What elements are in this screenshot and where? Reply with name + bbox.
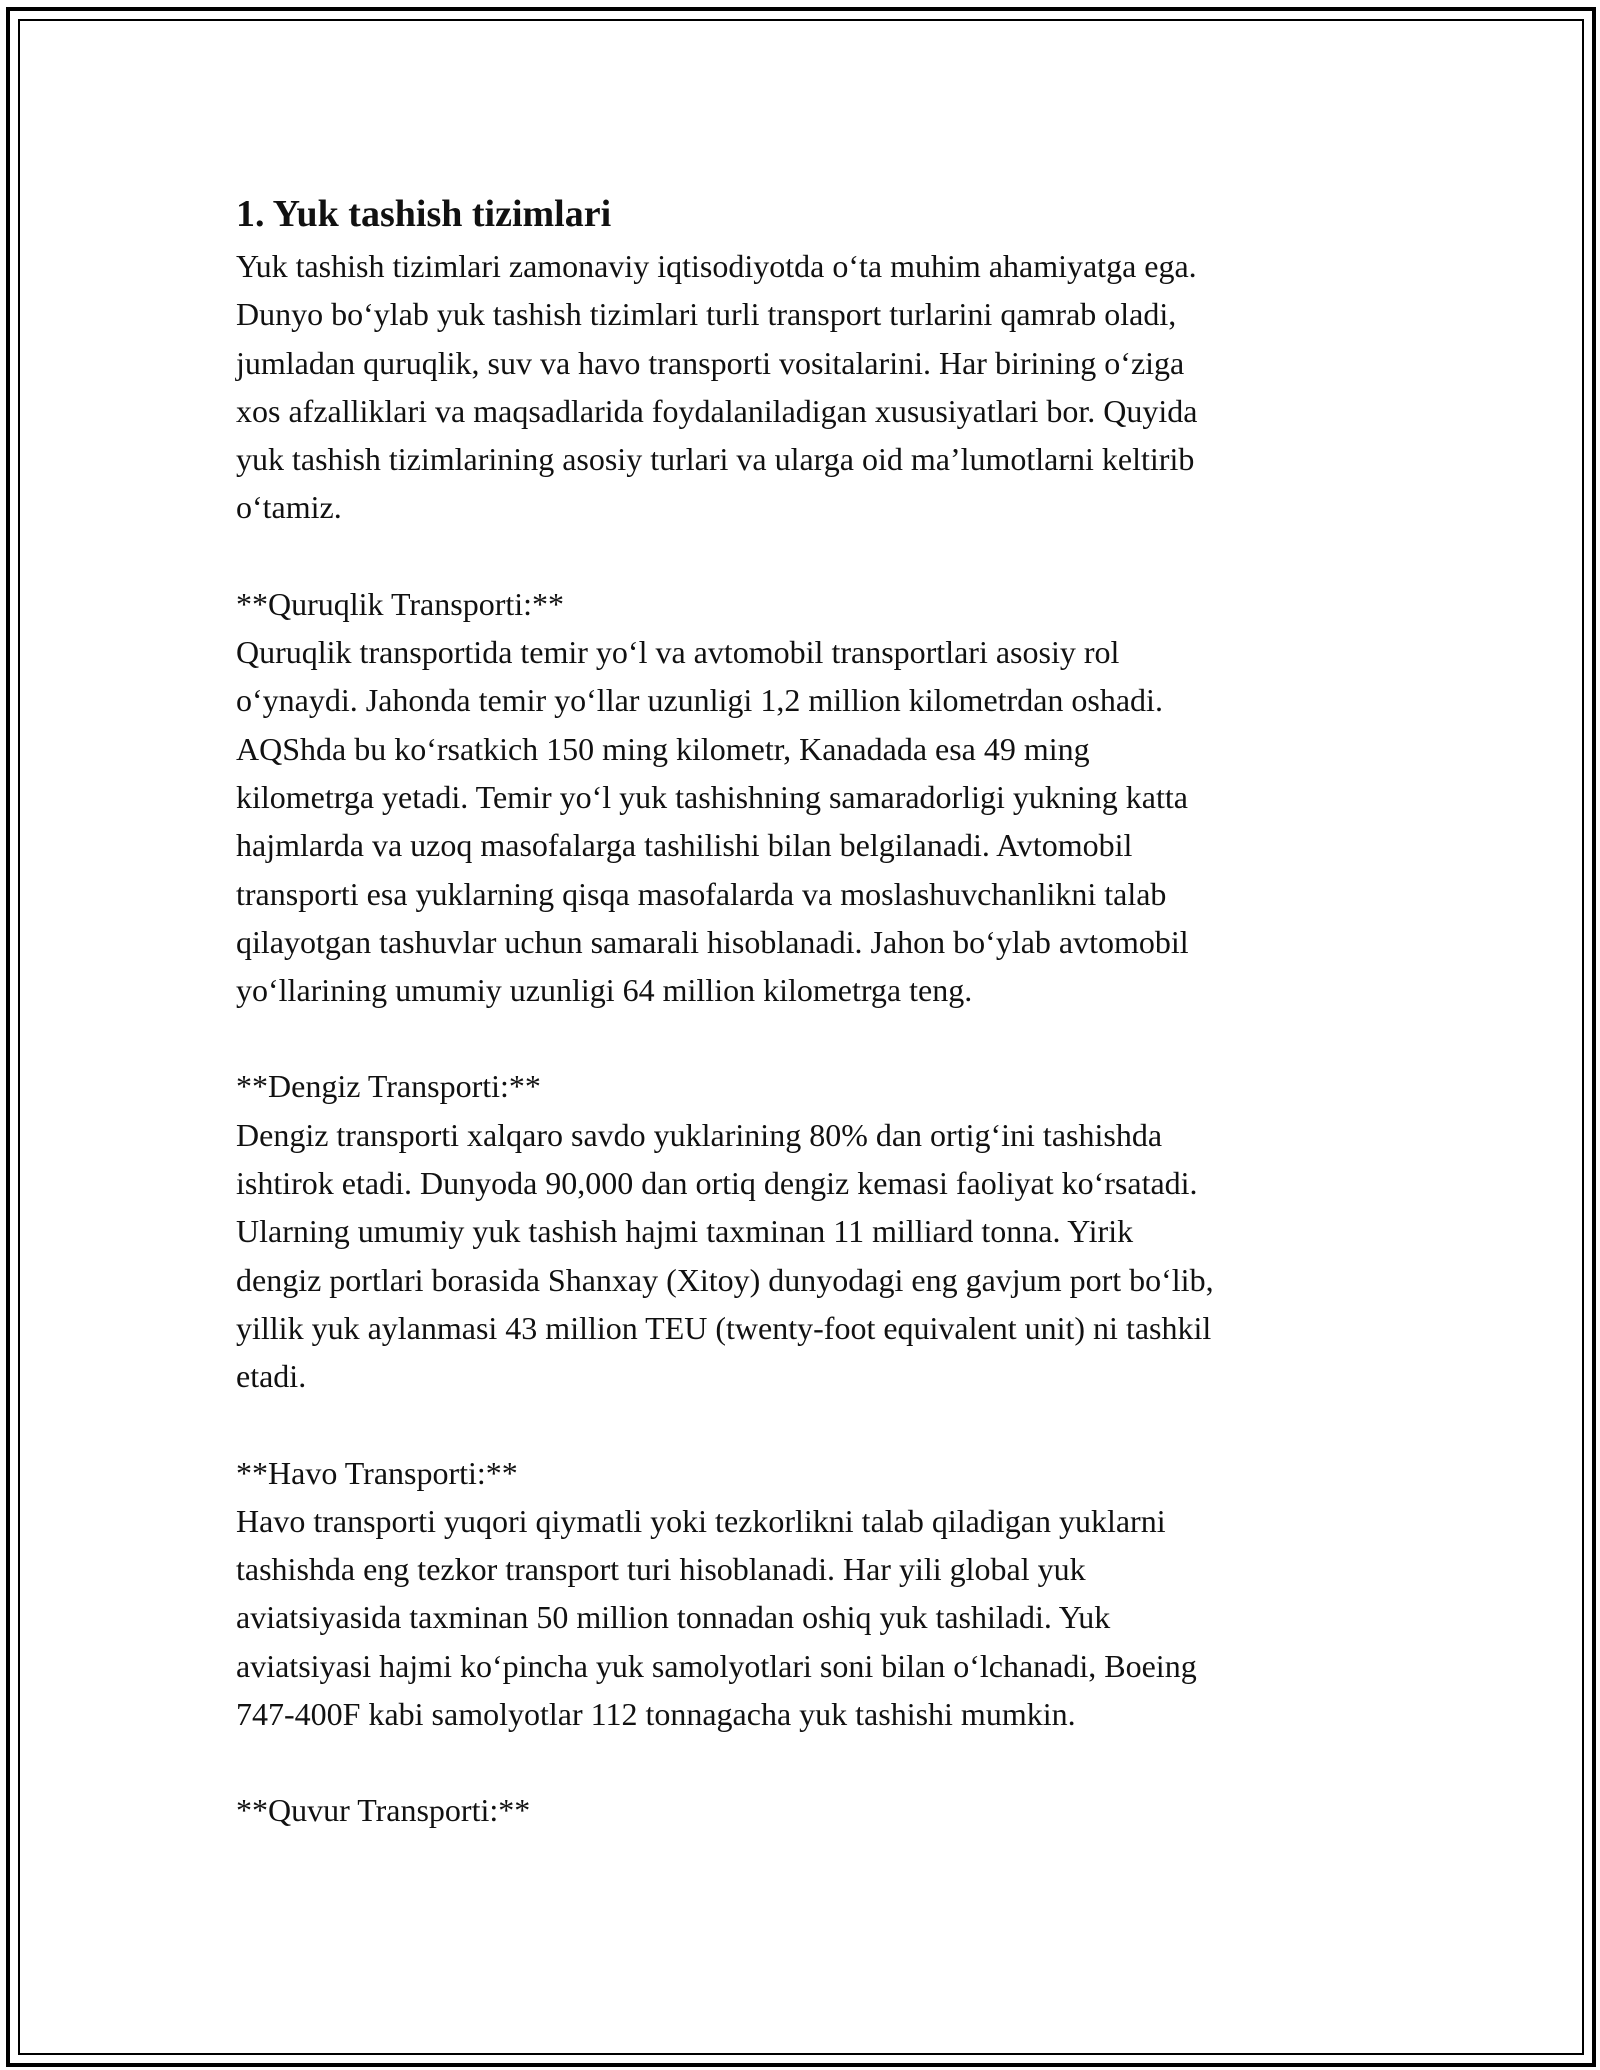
intro-paragraph: Yuk tashish tizimlari zamonaviy iqtisodiyotda o‘ta muhim ahamiyatga ega. Dunyo bo‘ylab yuk tashish tizimlari turli transport turlarini qamrab oladi, jumladan quruqlik, suv va havo transporti vositalarini. Har birining o‘ziga xos afzalliklari va maqsadlarida foydalaniladigan xususiyatlari bor. Quyida yuk tashish tizimlarining asosiy turlari va ularga oid ma’lumotlarni keltirib o‘tamiz.	[236, 248, 1198, 526]
section-title-land: **Quruqlik Transporti:**	[236, 585, 565, 622]
document-body	[236, 186, 1366, 1835]
section-pipeline-transport	[236, 1786, 1366, 1834]
section-title-air: **Havo Transporti:**	[236, 1454, 518, 1491]
section-sea-transport	[236, 1062, 1366, 1400]
section-body-land: Quruqlik transportida temir yo‘l va avtomobil transportlari asosiy rol o‘ynaydi. Jahonda temir yo‘llar uzunligi 1,2 million kilometrdan oshadi. AQShda bu ko‘rsatkich 150 ming kilometr, Kanadada esa 49 ming kilometrga yetadi. Temir yo‘l yuk tashishning samaradorligi yukning katta hajmlarda va uzoq masofalarga tashilishi bilan belgilanadi. Avtomobil transporti esa yuklarning qisqa masofalarda va moslashuvchanlikni talab qilayotgan tashuvlar uchun samarali hisoblanadi. Jahon bo‘ylab avtomobil yo‘llarining umumiy uzunligi 64 million kilometrga teng.	[236, 634, 1189, 1009]
section-title-sea: **Dengiz Transporti:**	[236, 1068, 541, 1105]
section-heading: 1. Yuk tashish tizimlari	[236, 193, 612, 235]
section-body-sea: Dengiz transporti xalqaro savdo yuklarining 80% dan ortig‘ini tashishda ishtirok etadi. Dunyoda 90,000 dan ortiq dengiz kemasi faoliyat ko‘rsatadi. Ularning umumiy yuk tashish hajmi taxminan 11 milliard tonna. Yirik dengiz portlari borasida Shanxay (Xitoy) dunyodagi eng gavjum port bo‘lib, yillik yuk aylanmasi 43 million TEU (twenty-foot equivalent unit) ni tashkil etadi.	[236, 1116, 1214, 1395]
section-land-transport	[236, 580, 1366, 1015]
section-title-pipeline: **Quvur Transporti:**	[236, 1792, 531, 1829]
section-air-transport	[236, 1449, 1366, 1739]
section-body-air: Havo transporti yuqori qiymatli yoki tezkorlikni talab qiladigan yuklarni tashishda eng tezkor transport turi hisoblanadi. Har yili global yuk aviatsiyasida taxminan 50 million tonnadan oshiq yuk tashiladi. Yuk aviatsiyasi hajmi ko‘pincha yuk samolyotlari soni bilan o‘lchanadi, Boeing 747-400F kabi samolyotlar 112 tonnagacha yuk tashishi mumkin.	[236, 1502, 1197, 1733]
